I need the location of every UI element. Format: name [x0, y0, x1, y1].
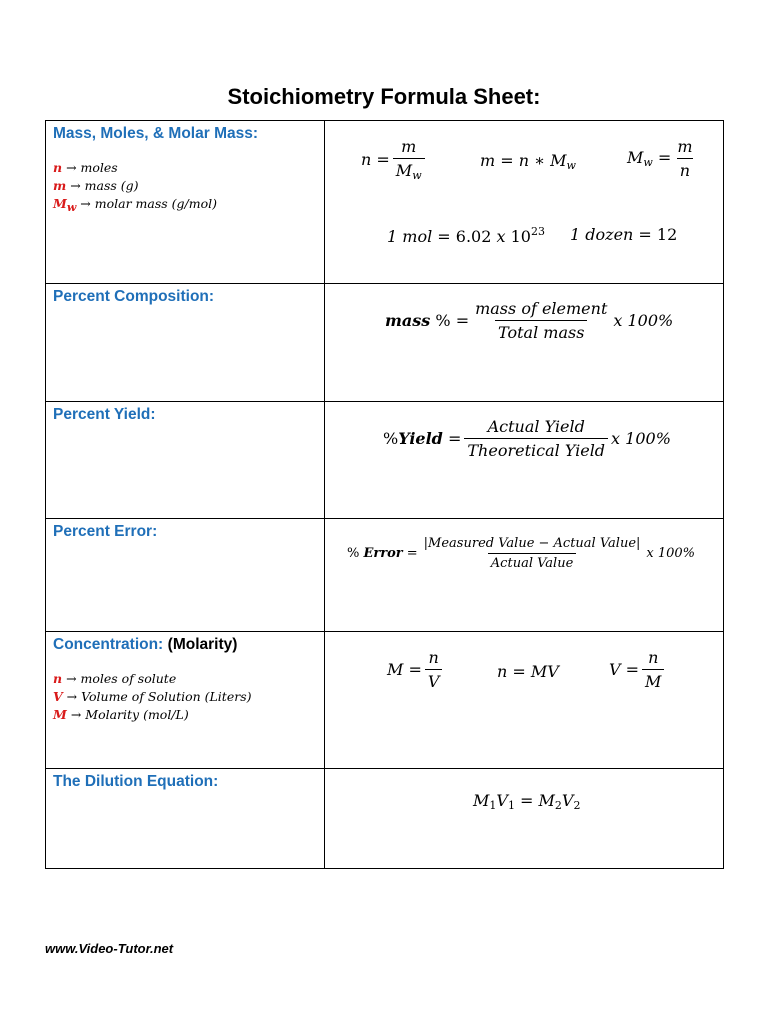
formula-table	[45, 120, 724, 869]
section-percent-error	[46, 519, 325, 632]
formula-mw: $M_w$ = $\frac{m}{n}$	[627, 137, 693, 180]
formula-cell-mass-moles	[325, 121, 724, 284]
symbol-m: m	[53, 178, 67, 193]
symbol-n: n	[53, 671, 63, 686]
table-row	[46, 284, 724, 402]
table-row	[46, 519, 724, 632]
formula-m: m = n ∗ $M_w$	[480, 151, 576, 172]
section-label: Percent Error:	[53, 523, 158, 540]
section-percent-yield	[46, 402, 325, 519]
section-dilution	[46, 769, 325, 869]
formula-dozen: 1 dozen = 12	[570, 225, 678, 244]
page-title: Stoichiometry Formula Sheet:	[227, 84, 541, 109]
definition-list	[53, 159, 317, 217]
formula-n: n = $\frac{m}{M_w}$	[361, 137, 428, 182]
symbol-n: n	[53, 160, 63, 175]
formula-dilution: $M_1V_1 = M_2V_2$	[473, 791, 581, 812]
section-label: Concentration:	[53, 636, 164, 653]
symbol-mw: $M_w$	[53, 196, 77, 214]
definition-item: $M_w$ → molar mass (g/mol)	[53, 196, 217, 214]
formula-cell-percent-yield	[325, 402, 724, 519]
table-row	[46, 769, 724, 869]
footer-url: www.Video-Tutor.net	[45, 941, 174, 956]
section-percent-composition	[46, 284, 325, 402]
definition-item: n → moles of solute	[53, 671, 177, 686]
formula-cell-dilution	[325, 769, 724, 869]
section-label: Mass, Moles, & Molar Mass:	[53, 125, 259, 142]
table-row	[46, 121, 724, 284]
section-label: Percent Yield:	[53, 406, 156, 423]
definition-item: M → Molarity (mol/L)	[53, 707, 189, 722]
definition-item: m → mass (g)	[53, 178, 139, 193]
formula-percent-yield: % Yield = $\frac{\text{Actual Yield}}{\text{Theoretical Yield}}$ x 100%	[383, 417, 671, 460]
formula-volume: V = $\frac{n}{M}$	[609, 648, 667, 691]
section-concentration	[46, 632, 325, 769]
formula-cell-percent-composition	[325, 284, 724, 402]
section-label: The Dilution Equation:	[53, 773, 219, 790]
symbol-v: V	[53, 689, 63, 704]
formula-cell-concentration	[325, 632, 724, 769]
table-row	[46, 632, 724, 769]
formula-percent-error: % Error = $\frac{\text{|Measured Value − Actual Value|}}{\text{Actual Value}}$ x 100%	[347, 536, 696, 571]
formula-moles: n = MV	[497, 662, 559, 681]
definition-list	[53, 670, 317, 724]
formula-molarity: M = $\frac{n}{V}$	[387, 648, 445, 691]
definition-item: V → Volume of Solution (Liters)	[53, 689, 252, 704]
formula-percent-composition: mass % = $\frac{\text{mass of element}}{\text{Total mass}}$ x 100%	[385, 299, 674, 342]
section-mass-moles	[46, 121, 325, 284]
section-label-extra: (Molarity)	[167, 636, 238, 653]
formula-avogadro: 1 mol = 6.02 x $10^{23}$	[387, 225, 545, 246]
formula-cell-percent-error	[325, 519, 724, 632]
table-row	[46, 402, 724, 519]
definition-item: n → moles	[53, 160, 118, 175]
symbol-m: M	[53, 707, 67, 722]
section-label: Percent Composition:	[53, 288, 215, 305]
